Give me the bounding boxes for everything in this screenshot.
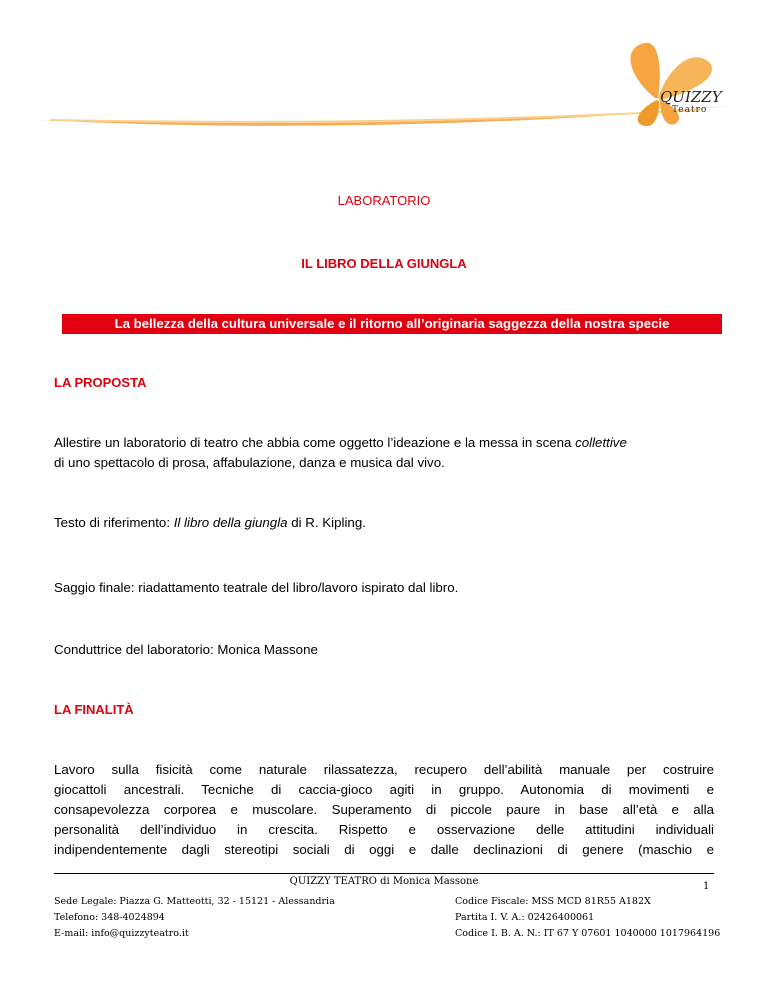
paragraph-line: giocattoli ancestrali. Tecniche di caccia-gioco agiti in gruppo. Autonomia di movimenti e [54, 782, 714, 797]
section-heading-finalita: LA FINALITÀ [54, 702, 134, 717]
paragraph-saggio: Saggio finale: riadattamento teatrale del libro/lavoro ispirato dal libro. [54, 580, 459, 595]
footer-line: Telefono: 348-4024894 [54, 912, 165, 923]
footer-line: Codice Fiscale: MSS MCD 81R55 A182X [455, 896, 651, 907]
heading-title: IL LIBRO DELLA GIUNGLA [301, 256, 467, 271]
paragraph-italic: collettive [575, 435, 627, 450]
paragraph-proposta [54, 433, 714, 473]
page-number: 1 [703, 881, 710, 892]
footer-line: E-mail: info@quizzyteatro.it [54, 928, 189, 939]
footer-divider [54, 873, 714, 874]
paragraph-text: Testo di riferimento: [54, 515, 174, 530]
footer-line: Sede Legale: Piazza G. Matteotti, 32 - 15121 - Alessandria [54, 896, 335, 907]
footer-line: Partita I. V. A.: 02426400061 [455, 912, 595, 923]
paragraph-text: Allestire un laboratorio di teatro che abbia come oggetto l’ideazione e la messa in scena [54, 435, 576, 450]
section-heading-proposta: LA PROPOSTA [54, 375, 147, 390]
paragraph-testo-riferimento [54, 513, 714, 533]
footer-company: QUIZZY TEATRO di Monica Massone [289, 876, 479, 887]
footer-line: Codice I. B. A. N.: IT 67 Y 07601 1040000 1017964196 [455, 928, 721, 939]
paragraph-line: Lavoro sulla fisicità come naturale rilassatezza, recupero dell’abilità manuale per costruire [54, 762, 714, 777]
paragraph-line: consapevolezza corporea e muscolare. Superamento di piccole paure in base all’età e alla [54, 802, 714, 817]
paragraph-finalita [54, 760, 714, 860]
footer-fiscal-block [455, 894, 720, 942]
logo-wordmark: QUIZZY [660, 88, 722, 106]
paragraph-line: indipendentemente dagli stereotipi sociali di oggi e dalle declinazioni di genere (maschio e [54, 842, 714, 857]
heading-laboratorio: LABORATORIO [337, 193, 431, 208]
butterfly-logo-icon [600, 38, 730, 128]
footer-address-block [54, 894, 335, 942]
book-title: Il libro della giungla [173, 515, 288, 530]
paragraph-text: di uno spettacolo di prosa, affabulazione, danza e musica dal vivo. [54, 455, 445, 470]
paragraph-line: personalità dell’individuo in crescita. Rispetto e osservazione delle attitudini individuali [54, 822, 714, 837]
paragraph-conduttrice: Conduttrice del laboratorio: Monica Massone [54, 642, 318, 657]
logo-subtitle: Teatro [672, 105, 708, 115]
subtitle-banner: La bellezza della cultura universale e il ritorno all’originaria saggezza della nostra specie [62, 314, 722, 334]
paragraph-text: di R. Kipling. [287, 515, 366, 530]
